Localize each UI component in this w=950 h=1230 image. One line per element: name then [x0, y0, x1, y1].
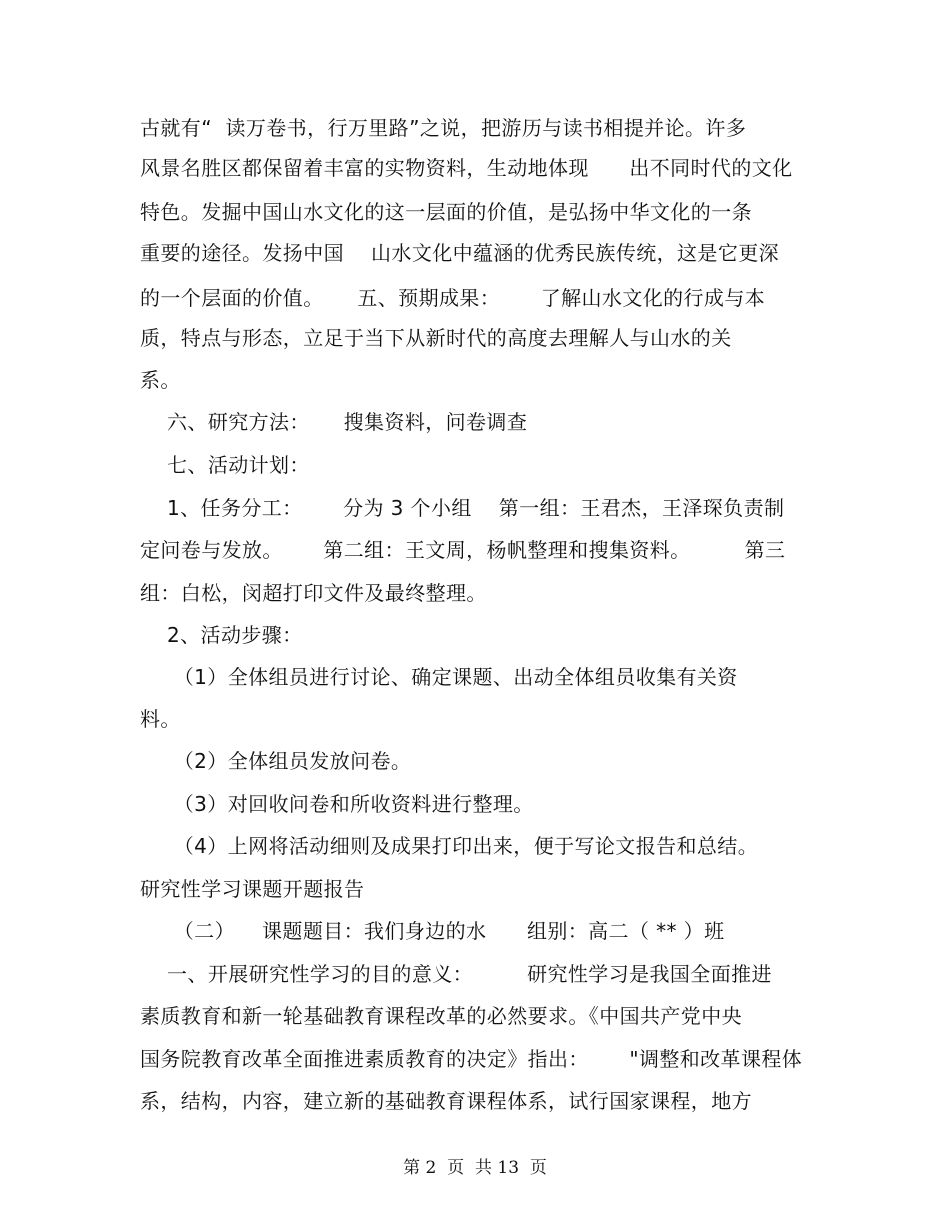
text-line: 六、研究方法： 搜集资料，问卷调查 — [140, 410, 528, 434]
text-line: 系，结构，内容，建立新的基础教育课程体系，试行国家课程，地方 — [140, 1089, 752, 1113]
text-line: 定问卷与发放。 第二组：王文周，杨帆整理和搜集资料。 第三 — [140, 538, 786, 562]
page-number-footer: 第 2 页 共 13 页 — [403, 1158, 547, 1178]
text-line: （4）上网将活动细则及成果打印出来，便于写论文报告和总结。 — [140, 834, 759, 858]
section-title: 研究性学习课题开题报告 — [140, 877, 365, 901]
text-line: 质，特点与形态，立足于当下从新时代的高度去理解人与山水的关 — [140, 326, 732, 350]
text-line: 风景名胜区都保留着丰富的实物资料，生动地体现 出不同时代的文化 — [140, 156, 793, 180]
text-line: 的一个层面的价值。 五、预期成果： 了解山水文化的行成与本 — [140, 286, 766, 310]
text-line: 组：白松，闵超打印文件及最终整理。 — [140, 581, 487, 605]
text-line: 素质教育和新一轮基础教育课程改革的必然要求。《中国共产党中央 — [140, 1004, 742, 1028]
text-line: （二） 课题题目：我们身边的水 组别：高二（ ** ）班 — [140, 919, 725, 943]
text-line: 七、活动计划： — [140, 453, 310, 477]
text-line: 一、开展研究性学习的目的意义： 研究性学习是我国全面推进 — [140, 962, 772, 986]
text-line: 国务院教育改革全面推进素质教育的决定》指出： "调整和改革课程体 — [140, 1047, 803, 1071]
text-line: （2）全体组员发放问卷。 — [140, 749, 412, 773]
text-line: （1）全体组员进行讨论、确定课题、出动全体组员收集有关资 — [140, 665, 738, 689]
text-line: 古就有“ 读万卷书，行万里路”之说，把游历与读书相提并论。许多 — [140, 116, 747, 140]
text-line: 系。 — [140, 368, 181, 392]
text-line: 特色。发掘中国山水文化的这一层面的价值，是弘扬中华文化的一条 — [140, 200, 752, 224]
text-line: 1、任务分工： 分为 3 个小组 第一组：王君杰，王泽琛负责制 — [140, 496, 785, 520]
text-line: （3）对回收问卷和所收资料进行整理。 — [140, 792, 534, 816]
text-line: 2、活动步骤： — [140, 623, 303, 647]
text-line: 重要的途径。发扬中国 山水文化中蕴涵的优秀民族传统，这是它更深 — [140, 241, 780, 265]
text-line: 料。 — [140, 707, 181, 731]
